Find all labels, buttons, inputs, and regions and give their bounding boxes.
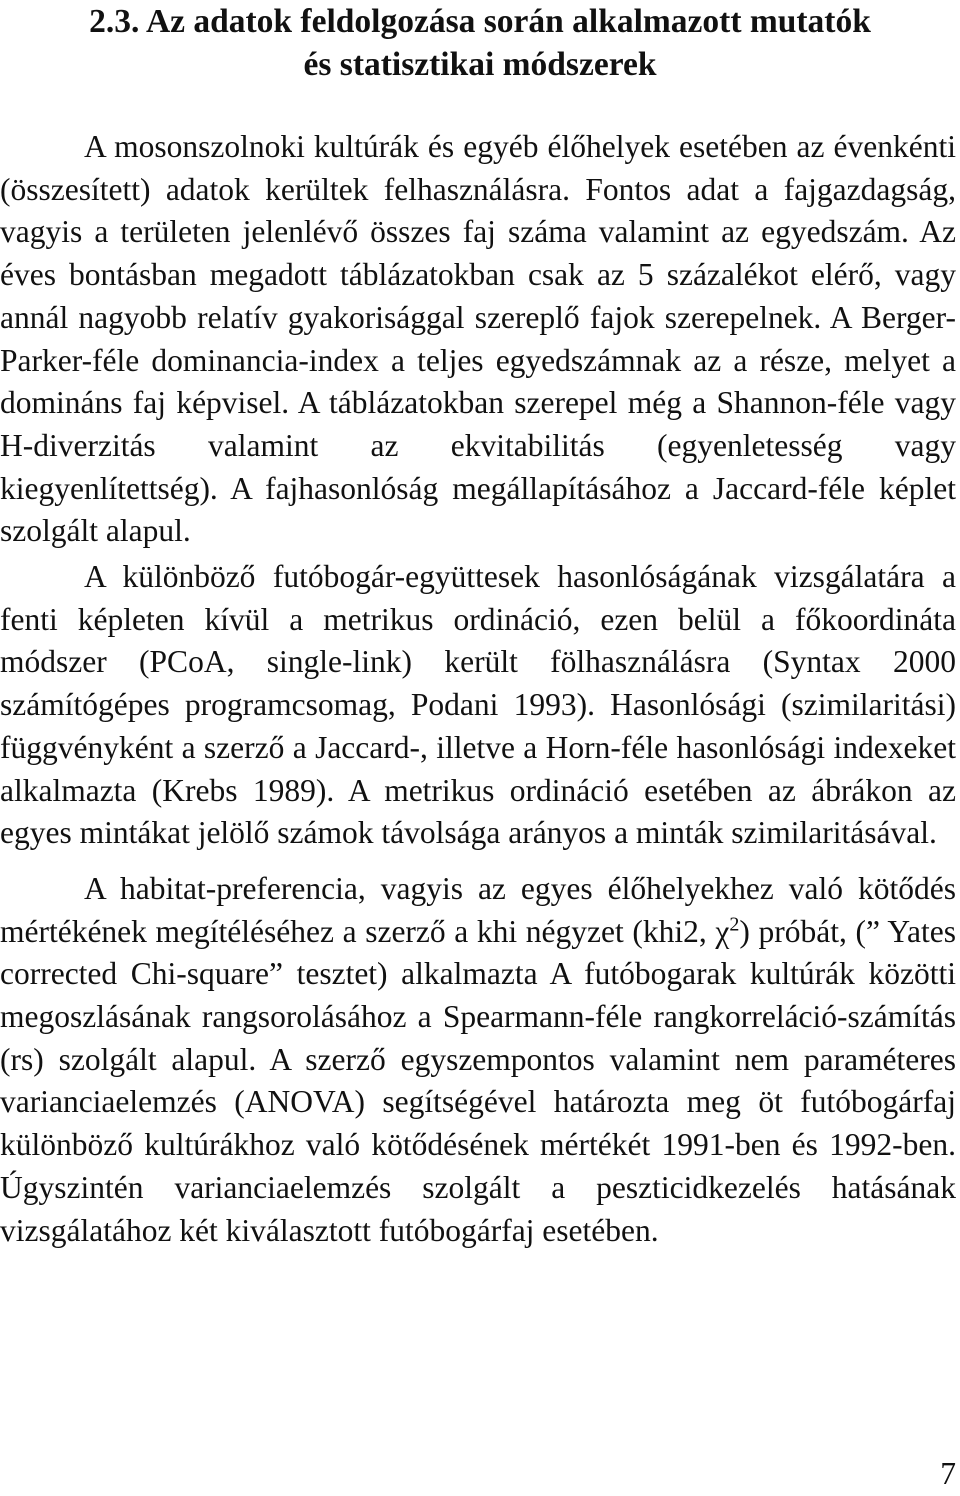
paragraph-similarity-analysis: A különböző futóbogár-együttesek hasonlóságának vizsgálatára a fenti képleten kívül a metrikus ordináció, ezen belül a főkoordináta módszer (PCoA, single-link) került fölhasználásra (Syntax 2000 számítógépes programcsomag, Podani 1993). Hasonlósági (szimilaritási) függvényként a szerző a Jaccard-, illetve a Horn-féle hasonlósági indexeket alkalmazta (Krebs 1989). A metrikus ordináció esetében az ábrákon az egyes mintákat jelölő számok távolsága arányos a minták szimilaritásával. xyxy=(0,559,956,851)
body-text xyxy=(0,126,956,1252)
section-heading xyxy=(0,0,960,86)
paragraph-habitat-preference xyxy=(0,868,956,1252)
section-heading-line-1: 2.3. Az adatok feldolgozása során alkalmazott mutatók xyxy=(89,3,871,40)
section-heading-line-2: és statisztikai módszerek xyxy=(303,46,657,83)
paragraph-data-processing: A mosonszolnoki kultúrák és egyéb élőhelyek esetében az évenkénti (összesített) adatok kerültek felhasználásra. Fontos adat a fajgazdagság, vagyis a területen jelenlévő összes faj száma valamint az egyedszám. Az éves bontásban megadott táblázatokban csak az 5 százalékot elérő, vagy annál nagyobb relatív gyakorisággal szereplő fajok szerepelnek. A Berger-Parker-féle dominancia-index a teljes egyedszámnak az a része, melyet a domináns faj képvisel. A táblázatokban szerepel még a Shannon-féle vagy H-diverzitás valamint az ekvitabilitás (egyenletesség vagy kiegyenlítettség). A fajhasonlóság megállapításához a Jaccard-féle képlet szolgált alapul. xyxy=(0,129,956,549)
paragraph-habitat-preference-part-1: A habitat-preferencia, vagyis az egyes élőhelyekhez való kötődés mértékének megítéléséhez a szerző a khi négyzet (khi2, χ xyxy=(0,870,956,949)
paragraph-habitat-preference-part-2: ) próbát, (” Yates corrected Chi-square” tesztet) alkalmazta A futóbogarak kultúrák közötti megoszlásának rangsorolásához a Spearmann-féle rangkorreláció-számítás (rs) szolgált alapul. A szerző egyszempontos valamint nem paraméteres varianciaelemzés (ANOVA) segítségével határozta meg öt futóbogárfaj különböző kultúrákhoz való kötődésének mértékét 1991-ben és 1992-ben. Úgyszintén varianciaelemzés szolgált a peszticidkezelés hatásának vizsgálatához két kiválasztott futóbogárfaj esetében. xyxy=(0,913,956,1248)
chi-square-superscript: 2 xyxy=(729,913,740,936)
page-number: 7 xyxy=(940,1456,956,1491)
